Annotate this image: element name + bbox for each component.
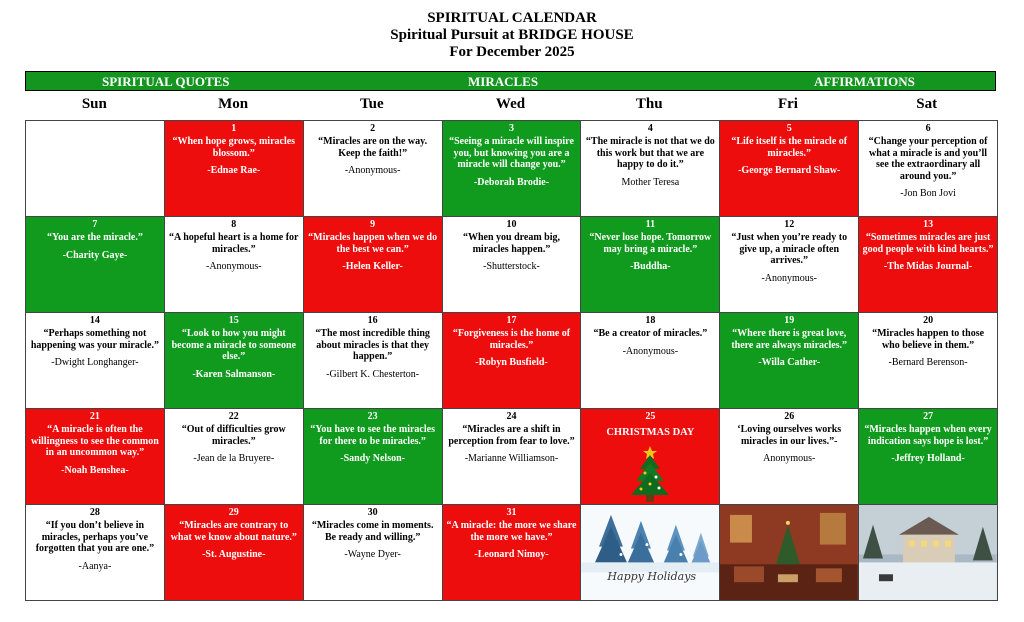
day-quote: ‘Loving ourselves works miracles in our lives.”- [737, 424, 842, 447]
day-number: 1 [231, 123, 237, 134]
day-quote-author: -Anonymous- [622, 345, 679, 357]
day-cell-23 [304, 409, 443, 505]
day-quote: “Change your perception of what a miracle is and you’ll see the extraordinary all around you.” [868, 136, 988, 182]
day-quote-author: -Sandy Nelson- [340, 453, 405, 464]
weekday-tue: Tue [359, 96, 384, 112]
day-number: 22 [228, 411, 239, 422]
day-quote-author: -Noah Benshea- [61, 464, 129, 476]
day-quote-author: -Jon Bon Jovi [900, 188, 956, 199]
day-quote-author: -Shutterstock- [483, 261, 540, 272]
day-quote: “Miracles happen when we do the best we can.” [308, 232, 438, 255]
day-cell-13 [859, 217, 998, 313]
day-quote: “You are the miracle.” [46, 232, 143, 243]
day-quote: “The most incredible thing about miracles is that they happen.” [315, 328, 430, 362]
day-quote-author: -Anonymous- [344, 165, 401, 176]
day-number: 9 [370, 219, 376, 230]
day-number: 17 [506, 315, 517, 326]
day-quote: “Look to how you might become a miracle to someone else.” [171, 328, 296, 362]
day-quote-author: -Leonard Nimoy- [474, 549, 549, 560]
day-number: 29 [228, 507, 239, 518]
calendar-grid [25, 120, 998, 601]
day-quote: “The miracle is not that we do this work but that we are happy to do it.” [585, 136, 715, 170]
day-quote-author: -St. Augustine- [202, 549, 266, 560]
banner-miracles: MIRACLES [468, 74, 539, 89]
day-quote-author: Anonymous- [763, 453, 816, 464]
day-quote: “A miracle is often the willingness to see the common in an uncommon way.” [31, 424, 159, 458]
happy-holidays-image [581, 505, 720, 601]
banner-spiritual-quotes: SPIRITUAL QUOTES [102, 74, 230, 89]
day-cell-27 [859, 409, 998, 505]
day-quote-author: -Karen Salmanson- [192, 368, 276, 380]
weekday-wed: Wed [495, 96, 526, 112]
day-number: 24 [506, 411, 517, 422]
day-number: 7 [92, 219, 98, 230]
day-quote-author: -Willa Cather- [758, 357, 821, 368]
day-quote: “If you don’t believe in miracles, perhaps you’ve forgotten that you are one.” [35, 520, 155, 554]
day-quote-author: -Marianne Williamson- [464, 453, 559, 464]
day-quote: “When you dream big, miracles happen.” [462, 232, 561, 255]
day-quote-author: Mother Teresa [621, 176, 680, 188]
happy-holidays-text: Happy Holidays [607, 570, 697, 583]
day-number: 15 [228, 315, 239, 326]
day-number: 12 [784, 219, 795, 230]
victorian-parlor-image [720, 505, 859, 601]
day-quote: “Forgiveness is the home of miracles.” [452, 328, 571, 351]
day-quote: “Just when you’re ready to give up, a miracle often arrives.” [731, 232, 848, 266]
day-quote: “Seeing a miracle will inspire you, but knowing you are a miracle will change you.” [449, 136, 574, 170]
weekday-sun: Sun [81, 96, 107, 112]
day-number: 28 [89, 507, 100, 518]
weekday-mon: Mon [218, 96, 249, 112]
day-quote-author: -Anonymous- [205, 261, 262, 272]
day-quote: “Miracles are a shift in perception from fear to love.” [448, 424, 575, 447]
christmas-tree-icon [584, 443, 716, 505]
calendar-month: For December 2025 [449, 44, 575, 60]
day-number: 6 [925, 123, 931, 134]
day-quote-author: -Robyn Busfield- [475, 357, 548, 368]
day-cell-14 [26, 313, 165, 409]
day-cell-8 [165, 217, 304, 313]
day-number: 11 [645, 219, 656, 230]
day-quote: “Never lose hope. Tomorrow may bring a miracle.” [589, 232, 712, 255]
day-cell-29 [165, 505, 304, 601]
day-quote-author: -Anonymous- [761, 272, 817, 284]
day-number: 20 [923, 315, 934, 326]
calendar-subtitle: Spiritual Pursuit at BRIDGE HOUSE [390, 27, 634, 43]
day-quote-author: -The Midas Journal- [883, 261, 973, 272]
day-quote-author: -Jeffrey Holland- [891, 453, 965, 464]
day-quote: “Where there is great love, there are always miracles.” [731, 328, 848, 351]
day-number: 18 [645, 315, 656, 326]
day-quote: “Miracles happen when every indication says hope is lost.” [864, 424, 992, 447]
day-number: 4 [647, 123, 653, 134]
day-quote: “Miracles are contrary to what we know about nature.” [170, 520, 297, 543]
day-cell-15 [165, 313, 304, 409]
day-quote: “A hopeful heart is a home for miracles.” [169, 232, 299, 255]
day-quote: “Miracles come in moments. Be ready and willing.” [311, 520, 434, 543]
day-cell-2 [304, 121, 443, 217]
day-number: 16 [367, 315, 378, 326]
weekday-fri: Fri [777, 96, 798, 112]
day-quote: “Miracles happen to those who believe in them.” [872, 328, 985, 351]
day-number: 31 [506, 507, 517, 518]
day-quote: “You have to see the miracles for there to be miracles.” [310, 424, 435, 447]
day-quote: “Be a creator of miracles.” [593, 328, 708, 339]
day-cell-11 [581, 217, 720, 313]
day-cell-6 [859, 121, 998, 217]
day-cell-30 [304, 505, 443, 601]
day-cell-20 [859, 313, 998, 409]
day-quote: “Out of difficulties grow miracles.” [181, 424, 286, 447]
day-number: 19 [784, 315, 795, 326]
day-cell-26 [720, 409, 859, 505]
day-quote-author: -Bernard Berenson- [888, 357, 968, 368]
day-cell-9 [304, 217, 443, 313]
day-quote: “Miracles are on the way. Keep the faith!” [318, 136, 428, 159]
day-number: 2 [370, 123, 376, 134]
calendar-title: SPIRITUAL CALENDAR [427, 10, 597, 26]
day-quote-author: -Buddha- [630, 261, 671, 272]
day-number: 14 [89, 315, 100, 326]
day-cell-1 [165, 121, 304, 217]
snowy-mansion-image [859, 505, 998, 601]
day-quote-author: -Jean de la Bruyere- [193, 453, 275, 464]
holiday-label: CHRISTMAS DAY [606, 427, 695, 438]
day-cell-21 [26, 409, 165, 505]
day-cell-24 [443, 409, 582, 505]
day-number: 3 [508, 123, 514, 134]
day-cell-17 [443, 313, 582, 409]
day-cell-10 [443, 217, 582, 313]
day-cell-7 [26, 217, 165, 313]
day-quote: “When hope grows, miracles blossom.” [172, 136, 296, 159]
day-cell-19 [720, 313, 859, 409]
day-cell-12 [720, 217, 859, 313]
day-cell-28 [26, 505, 165, 601]
day-number: 13 [923, 219, 934, 230]
day-quote: “Perhaps something not happening was your miracle.” [30, 328, 159, 351]
empty-day-cell [26, 121, 165, 217]
day-quote-author: -Helen Keller- [342, 261, 403, 272]
category-banner [25, 71, 996, 91]
day-number: 8 [231, 219, 237, 230]
weekday-sat: Sat [916, 96, 938, 112]
day-quote-author: -Gilbert K. Chesterton- [326, 368, 420, 380]
day-number: 21 [89, 411, 100, 422]
day-number: 10 [506, 219, 517, 230]
day-quote: “A miracle: the more we share the more we have.” [446, 520, 577, 543]
day-quote-author: -Wayne Dyer- [344, 549, 401, 560]
day-number: 5 [786, 123, 792, 134]
day-quote-author: -Dwight Longhanger- [51, 357, 139, 368]
day-cell-22 [165, 409, 304, 505]
banner-affirmations: AFFIRMATIONS [814, 74, 915, 89]
day-quote-author: -Charity Gaye- [62, 249, 128, 261]
day-cell-5 [720, 121, 859, 217]
day-number: 25 [645, 411, 656, 422]
day-quote-author: -Deborah Brodie- [473, 176, 550, 188]
day-quote: “Life itself is the miracle of miracles.” [731, 136, 848, 159]
day-cell-31 [443, 505, 582, 601]
day-quote-author: -Ednae Rae- [207, 165, 261, 176]
day-number: 26 [784, 411, 795, 422]
day-quote-author: -Aanya- [78, 560, 112, 572]
day-cell-16 [304, 313, 443, 409]
weekday-header [25, 91, 996, 117]
day-cell-3 [443, 121, 582, 217]
day-quote: “Sometimes miracles are just good people with kind hearts.” [862, 232, 994, 255]
day-quote-author: -George Bernard Shaw- [738, 165, 841, 176]
weekday-thu: Thu [635, 96, 663, 112]
day-number: 30 [367, 507, 378, 518]
day-cell-18 [581, 313, 720, 409]
day-cell-25 [581, 409, 720, 505]
day-number: 27 [923, 411, 934, 422]
day-cell-4 [581, 121, 720, 217]
day-number: 23 [367, 411, 378, 422]
